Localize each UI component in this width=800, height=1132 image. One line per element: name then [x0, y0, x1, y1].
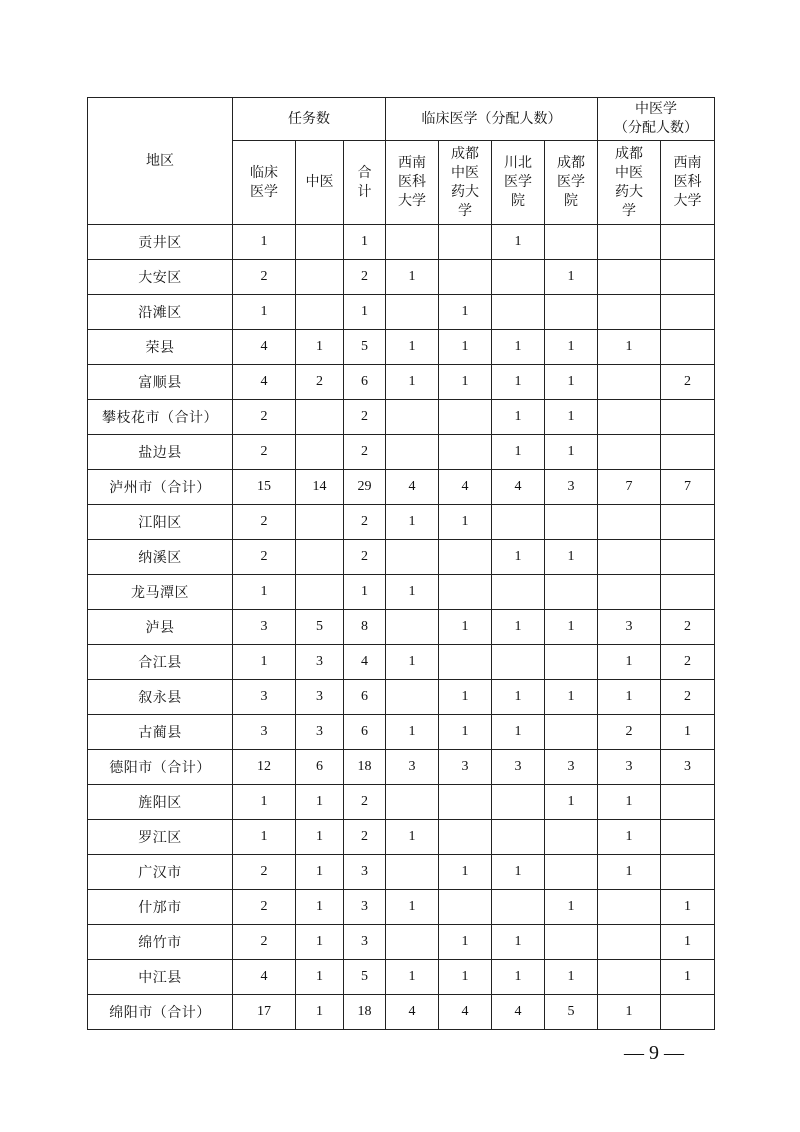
value-cell: [598, 295, 661, 330]
value-cell: 1: [386, 645, 439, 680]
value-cell: 1: [661, 960, 715, 995]
value-cell: 3: [344, 925, 386, 960]
value-cell: 1: [492, 925, 545, 960]
value-cell: [661, 820, 715, 855]
value-cell: 3: [598, 750, 661, 785]
value-cell: 1: [492, 610, 545, 645]
value-cell: 3: [296, 680, 344, 715]
value-cell: 6: [344, 680, 386, 715]
value-cell: 5: [344, 330, 386, 365]
value-cell: [661, 435, 715, 470]
region-cell: 绵竹市: [88, 925, 233, 960]
value-cell: [661, 785, 715, 820]
value-cell: [661, 995, 715, 1030]
value-cell: 2: [233, 435, 296, 470]
region-cell: 古蔺县: [88, 715, 233, 750]
value-cell: 17: [233, 995, 296, 1030]
value-cell: 1: [598, 645, 661, 680]
value-cell: 3: [661, 750, 715, 785]
region-cell: 江阳区: [88, 505, 233, 540]
value-cell: 1: [439, 960, 492, 995]
value-cell: [439, 575, 492, 610]
value-cell: 1: [296, 820, 344, 855]
value-cell: 1: [439, 680, 492, 715]
value-cell: 2: [233, 400, 296, 435]
region-cell: 中江县: [88, 960, 233, 995]
header-col-cdutcm-tcm: [598, 141, 661, 225]
value-cell: 1: [492, 715, 545, 750]
value-cell: 2: [233, 260, 296, 295]
header-tcm-allocation: [598, 98, 715, 141]
value-cell: 6: [344, 365, 386, 400]
value-cell: 1: [386, 330, 439, 365]
value-cell: 3: [233, 680, 296, 715]
value-cell: 1: [492, 435, 545, 470]
value-cell: 2: [344, 435, 386, 470]
value-cell: [661, 330, 715, 365]
value-cell: [296, 575, 344, 610]
table-row: [88, 960, 715, 995]
table-row: [88, 225, 715, 260]
value-cell: 3: [545, 470, 598, 505]
header-task-count: 任务数: [233, 98, 386, 141]
value-cell: [661, 260, 715, 295]
header-clinical-allocation: 临床医学（分配人数）: [386, 98, 598, 141]
region-cell: 盐边县: [88, 435, 233, 470]
region-cell: 泸州市（合计）: [88, 470, 233, 505]
value-cell: 1: [545, 400, 598, 435]
value-cell: [439, 785, 492, 820]
value-cell: [545, 715, 598, 750]
header-col-label: 临床 医学: [250, 164, 278, 200]
header-col-nsmc-clinical: [492, 141, 545, 225]
value-cell: [661, 295, 715, 330]
value-cell: 2: [233, 855, 296, 890]
value-cell: 4: [386, 995, 439, 1030]
value-cell: 4: [492, 995, 545, 1030]
value-cell: 1: [492, 680, 545, 715]
allocation-table: [87, 97, 715, 1030]
value-cell: 1: [439, 295, 492, 330]
value-cell: 3: [598, 610, 661, 645]
value-cell: 2: [233, 540, 296, 575]
value-cell: [545, 575, 598, 610]
header-col-label: 川北 医学 院: [504, 155, 533, 209]
value-cell: [439, 645, 492, 680]
value-cell: 2: [233, 925, 296, 960]
value-cell: [386, 540, 439, 575]
value-cell: [598, 890, 661, 925]
table-row: [88, 435, 715, 470]
value-cell: 1: [344, 225, 386, 260]
table-row: [88, 680, 715, 715]
header-col-label: 西南 医科 大学: [673, 155, 702, 209]
value-cell: 12: [233, 750, 296, 785]
table-row: [88, 540, 715, 575]
value-cell: [598, 575, 661, 610]
value-cell: [492, 575, 545, 610]
value-cell: [386, 225, 439, 260]
value-cell: 1: [598, 330, 661, 365]
value-cell: 1: [598, 680, 661, 715]
value-cell: 1: [296, 330, 344, 365]
value-cell: [545, 820, 598, 855]
value-cell: [598, 400, 661, 435]
region-cell: 合江县: [88, 645, 233, 680]
value-cell: 1: [661, 715, 715, 750]
value-cell: 3: [545, 750, 598, 785]
table-row: [88, 575, 715, 610]
value-cell: 5: [296, 610, 344, 645]
value-cell: 1: [492, 225, 545, 260]
value-cell: 4: [233, 365, 296, 400]
value-cell: [545, 505, 598, 540]
value-cell: 4: [492, 470, 545, 505]
value-cell: 1: [386, 575, 439, 610]
value-cell: 1: [233, 785, 296, 820]
value-cell: 3: [296, 715, 344, 750]
value-cell: 2: [661, 610, 715, 645]
table-row: [88, 820, 715, 855]
table-row: [88, 505, 715, 540]
value-cell: 1: [344, 575, 386, 610]
value-cell: [492, 785, 545, 820]
header-col-cmc-clinical: [545, 141, 598, 225]
value-cell: 4: [439, 995, 492, 1030]
value-cell: 4: [233, 330, 296, 365]
table-row: [88, 750, 715, 785]
value-cell: 2: [233, 505, 296, 540]
value-cell: [386, 400, 439, 435]
table-row: [88, 890, 715, 925]
header-col-label: 西南 医科 大学: [398, 155, 427, 209]
value-cell: 5: [344, 960, 386, 995]
value-cell: [598, 960, 661, 995]
value-cell: [386, 680, 439, 715]
table-row: [88, 470, 715, 505]
header-row-groups: [88, 98, 715, 141]
header-col-label: 成都 医学 院: [557, 155, 586, 209]
header-col-swmu-clinical: [386, 141, 439, 225]
value-cell: 1: [439, 855, 492, 890]
header-col-label: 成都 中医 药大 学: [451, 145, 480, 219]
value-cell: 3: [233, 715, 296, 750]
value-cell: [492, 645, 545, 680]
value-cell: [296, 435, 344, 470]
value-cell: 1: [233, 225, 296, 260]
value-cell: 1: [386, 505, 439, 540]
value-cell: 1: [296, 785, 344, 820]
table-row: [88, 365, 715, 400]
value-cell: [439, 820, 492, 855]
header-region: 地区: [88, 98, 233, 225]
value-cell: 1: [233, 645, 296, 680]
value-cell: 1: [545, 330, 598, 365]
value-cell: [492, 890, 545, 925]
value-cell: 1: [661, 925, 715, 960]
table-row: [88, 260, 715, 295]
value-cell: [598, 260, 661, 295]
region-cell: 广汉市: [88, 855, 233, 890]
value-cell: 3: [492, 750, 545, 785]
value-cell: [386, 785, 439, 820]
table-row: [88, 995, 715, 1030]
value-cell: [661, 575, 715, 610]
value-cell: [296, 260, 344, 295]
value-cell: 1: [296, 960, 344, 995]
value-cell: [439, 435, 492, 470]
value-cell: [545, 925, 598, 960]
region-cell: 贡井区: [88, 225, 233, 260]
region-cell: 大安区: [88, 260, 233, 295]
table-row: [88, 855, 715, 890]
value-cell: 1: [439, 505, 492, 540]
value-cell: [598, 225, 661, 260]
value-cell: 1: [386, 365, 439, 400]
value-cell: 1: [492, 540, 545, 575]
value-cell: 1: [545, 960, 598, 995]
region-cell: 绵阳市（合计）: [88, 995, 233, 1030]
value-cell: [296, 225, 344, 260]
value-cell: 1: [492, 330, 545, 365]
value-cell: 15: [233, 470, 296, 505]
value-cell: 1: [492, 960, 545, 995]
table-row: [88, 295, 715, 330]
value-cell: [598, 540, 661, 575]
value-cell: 1: [296, 855, 344, 890]
value-cell: [661, 505, 715, 540]
table-row: [88, 610, 715, 645]
value-cell: 5: [545, 995, 598, 1030]
region-cell: 什邡市: [88, 890, 233, 925]
value-cell: 3: [344, 855, 386, 890]
value-cell: 1: [492, 855, 545, 890]
value-cell: [492, 260, 545, 295]
value-cell: 8: [344, 610, 386, 645]
value-cell: [492, 295, 545, 330]
value-cell: 3: [344, 890, 386, 925]
value-cell: 1: [439, 925, 492, 960]
value-cell: 7: [661, 470, 715, 505]
region-cell: 罗江区: [88, 820, 233, 855]
value-cell: 1: [344, 295, 386, 330]
value-cell: 29: [344, 470, 386, 505]
value-cell: 18: [344, 750, 386, 785]
header-col-cdutcm-clinical: [439, 141, 492, 225]
header-tcm-label: 中医学 （分配人数）: [614, 101, 699, 136]
value-cell: 3: [296, 645, 344, 680]
header-col-clinical: [233, 141, 296, 225]
region-cell: 叙永县: [88, 680, 233, 715]
value-cell: [545, 295, 598, 330]
value-cell: 1: [233, 295, 296, 330]
value-cell: 1: [386, 820, 439, 855]
value-cell: [296, 540, 344, 575]
value-cell: 2: [233, 890, 296, 925]
value-cell: 1: [492, 400, 545, 435]
header-col-label: 成都 中医 药大 学: [615, 145, 644, 219]
value-cell: 3: [439, 750, 492, 785]
table-row: [88, 645, 715, 680]
value-cell: 1: [545, 890, 598, 925]
value-cell: [386, 435, 439, 470]
region-cell: 攀枝花市（合计）: [88, 400, 233, 435]
value-cell: 1: [439, 715, 492, 750]
region-cell: 纳溪区: [88, 540, 233, 575]
value-cell: 2: [661, 680, 715, 715]
value-cell: 1: [296, 995, 344, 1030]
value-cell: 1: [386, 715, 439, 750]
region-cell: 富顺县: [88, 365, 233, 400]
value-cell: 4: [386, 470, 439, 505]
value-cell: 18: [344, 995, 386, 1030]
value-cell: 3: [233, 610, 296, 645]
value-cell: 1: [545, 610, 598, 645]
table-row: [88, 785, 715, 820]
value-cell: 1: [545, 540, 598, 575]
value-cell: [598, 365, 661, 400]
value-cell: 2: [661, 645, 715, 680]
value-cell: [296, 295, 344, 330]
value-cell: [545, 225, 598, 260]
value-cell: 2: [598, 715, 661, 750]
value-cell: 14: [296, 470, 344, 505]
value-cell: [296, 505, 344, 540]
value-cell: 2: [661, 365, 715, 400]
table-row: [88, 400, 715, 435]
value-cell: 1: [598, 855, 661, 890]
value-cell: 2: [344, 400, 386, 435]
region-cell: 旌阳区: [88, 785, 233, 820]
value-cell: [598, 925, 661, 960]
value-cell: [386, 855, 439, 890]
value-cell: 1: [233, 575, 296, 610]
value-cell: 1: [598, 820, 661, 855]
value-cell: [439, 400, 492, 435]
header-col-tcm: [296, 141, 344, 225]
value-cell: [661, 225, 715, 260]
value-cell: 2: [344, 820, 386, 855]
value-cell: 7: [598, 470, 661, 505]
value-cell: 2: [296, 365, 344, 400]
region-cell: 沿滩区: [88, 295, 233, 330]
value-cell: 1: [492, 365, 545, 400]
value-cell: 4: [344, 645, 386, 680]
region-cell: 泸县: [88, 610, 233, 645]
table-row: [88, 715, 715, 750]
table-row: [88, 330, 715, 365]
value-cell: 1: [545, 785, 598, 820]
value-cell: [545, 645, 598, 680]
value-cell: 1: [296, 890, 344, 925]
value-cell: [492, 820, 545, 855]
region-cell: 龙马潭区: [88, 575, 233, 610]
value-cell: 1: [598, 995, 661, 1030]
value-cell: [386, 925, 439, 960]
header-col-label: 中医: [305, 174, 334, 190]
value-cell: [439, 890, 492, 925]
value-cell: 6: [296, 750, 344, 785]
value-cell: 2: [344, 260, 386, 295]
value-cell: [439, 260, 492, 295]
value-cell: 4: [439, 470, 492, 505]
table-body: [88, 225, 715, 1030]
value-cell: [598, 435, 661, 470]
value-cell: [598, 505, 661, 540]
value-cell: 1: [386, 960, 439, 995]
value-cell: 2: [344, 505, 386, 540]
header-col-swmu-tcm: [661, 141, 715, 225]
value-cell: 1: [545, 435, 598, 470]
value-cell: [296, 400, 344, 435]
header-col-total: [344, 141, 386, 225]
value-cell: [439, 540, 492, 575]
region-cell: 德阳市（合计）: [88, 750, 233, 785]
value-cell: 2: [344, 785, 386, 820]
value-cell: 3: [386, 750, 439, 785]
value-cell: [661, 400, 715, 435]
value-cell: 1: [296, 925, 344, 960]
value-cell: [492, 505, 545, 540]
value-cell: 1: [386, 890, 439, 925]
value-cell: 1: [545, 260, 598, 295]
value-cell: 6: [344, 715, 386, 750]
value-cell: [661, 540, 715, 575]
value-cell: [386, 295, 439, 330]
value-cell: [386, 610, 439, 645]
value-cell: 1: [545, 680, 598, 715]
value-cell: 4: [233, 960, 296, 995]
value-cell: 1: [439, 330, 492, 365]
value-cell: [439, 225, 492, 260]
value-cell: 1: [439, 610, 492, 645]
value-cell: 2: [344, 540, 386, 575]
value-cell: 1: [545, 365, 598, 400]
table-row: [88, 925, 715, 960]
header-col-label: 合 计: [357, 164, 372, 200]
value-cell: 1: [661, 890, 715, 925]
value-cell: 1: [386, 260, 439, 295]
region-cell: 荣县: [88, 330, 233, 365]
value-cell: 1: [598, 785, 661, 820]
value-cell: 1: [233, 820, 296, 855]
page-number: — 9 —: [624, 1042, 684, 1064]
value-cell: 1: [439, 365, 492, 400]
value-cell: [545, 855, 598, 890]
value-cell: [661, 855, 715, 890]
